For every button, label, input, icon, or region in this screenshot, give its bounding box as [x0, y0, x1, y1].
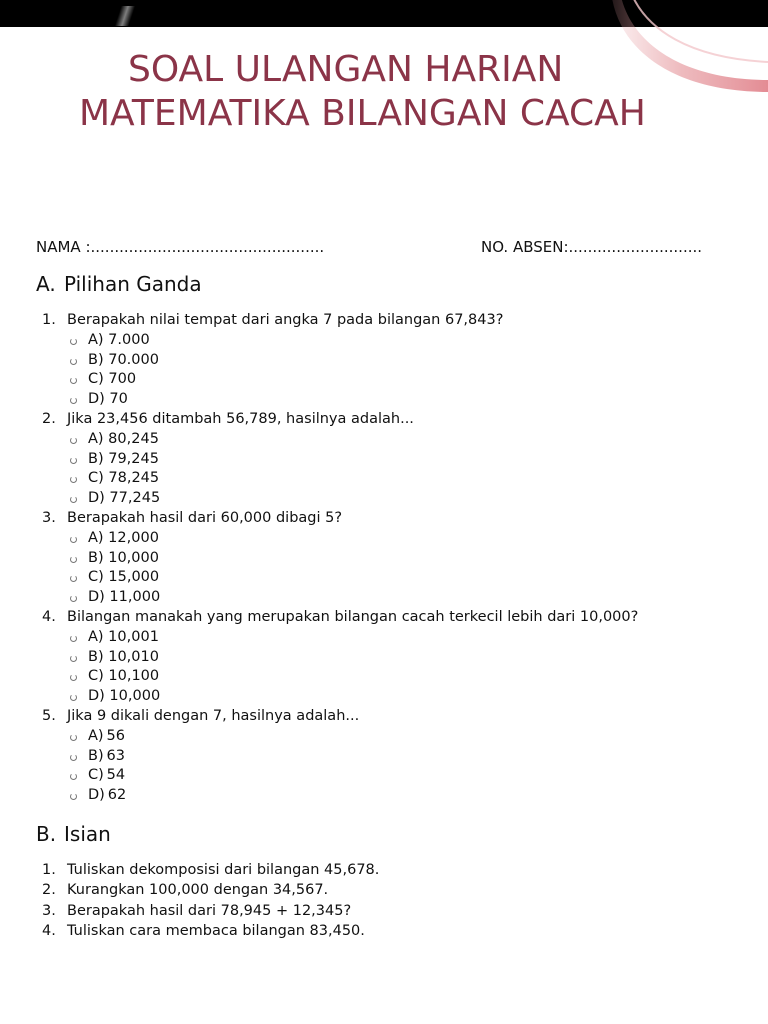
question-text: Tuliskan cara membaca bilangan 83,450.: [67, 922, 365, 939]
radio-circle-icon[interactable]: [70, 595, 77, 602]
question-number: 3.: [42, 902, 56, 919]
top-decorative-bar: [0, 0, 768, 27]
question-text: Kurangkan 100,000 dengan 34,567.: [67, 882, 329, 899]
radio-circle-icon[interactable]: [70, 655, 77, 662]
radio-circle-icon[interactable]: [70, 674, 77, 681]
radio-circle-icon[interactable]: [70, 338, 77, 345]
student-info-row: [36, 236, 736, 258]
radio-circle-icon[interactable]: [70, 556, 77, 563]
section-title: Pilihan Ganda: [64, 272, 202, 296]
page-title: [0, 48, 768, 136]
option-text: D) 70: [88, 391, 128, 408]
question-text: Berapakah hasil dari 78,945 + 12,345?: [67, 902, 352, 919]
section-heading-multiple-choice: [36, 271, 202, 297]
radio-circle-icon[interactable]: [70, 536, 77, 543]
question-text: Tuliskan dekomposisi dari bilangan 45,678.: [67, 862, 380, 878]
name-field: NAMA :.................................................: [36, 238, 325, 256]
option-text: B) 63: [88, 747, 125, 764]
question-text: Berapakah nilai tempat dari angka 7 pada bilangan 67,843?: [67, 312, 504, 328]
radio-circle-icon[interactable]: [70, 694, 77, 701]
question-number: 1.: [42, 312, 56, 328]
option-text: B) 79,245: [88, 450, 159, 467]
section-title: Isian: [64, 822, 111, 846]
option-text: A) 80,245: [88, 430, 159, 447]
absen-number-field: NO. ABSEN:............................: [481, 238, 703, 256]
question-number: 5.: [42, 707, 56, 724]
radio-circle-icon[interactable]: [70, 457, 77, 464]
option-text: B) 10,010: [88, 648, 159, 665]
radio-circle-icon[interactable]: [70, 496, 77, 503]
question-number: 2.: [42, 882, 56, 899]
option-text: B) 70.000: [88, 351, 159, 368]
option-text: D) 77,245: [88, 490, 161, 507]
question-number: 2.: [42, 410, 56, 427]
option-text: D) 10,000: [88, 688, 161, 705]
question-text: Jika 23,456 ditambah 56,789, hasilnya adalah...: [67, 410, 414, 427]
radio-circle-icon[interactable]: [70, 397, 77, 404]
radio-circle-icon[interactable]: [70, 734, 77, 741]
bar-light-streak: [115, 6, 135, 26]
radio-circle-icon[interactable]: [70, 437, 77, 444]
radio-circle-icon[interactable]: [70, 635, 77, 642]
option-text: D) 62: [88, 787, 127, 804]
option-text: C) 10,100: [88, 668, 160, 685]
option-text: D) 11,000: [88, 589, 161, 606]
question-number: 4.: [42, 922, 56, 939]
radio-circle-icon[interactable]: [70, 575, 77, 582]
option-text: A) 12,000: [88, 529, 159, 546]
title-line-1: SOAL ULANGAN HARIAN: [128, 49, 564, 90]
question-number: 1.: [42, 862, 56, 878]
question-number: 3.: [42, 509, 56, 526]
radio-circle-icon[interactable]: [70, 476, 77, 483]
section-heading-fill-in: [36, 821, 111, 847]
option-text: C) 700: [88, 371, 137, 388]
radio-circle-icon[interactable]: [70, 358, 77, 365]
question-text: Bilangan manakah yang merupakan bilangan cacah terkecil lebih dari 10,000?: [67, 608, 639, 625]
option-text: A) 56: [88, 727, 125, 744]
option-text: A) 7.000: [88, 331, 150, 348]
section-letter: A.: [36, 272, 56, 296]
question-text: Berapakah hasil dari 60,000 dibagi 5?: [67, 509, 343, 526]
question-text: Jika 9 dikali dengan 7, hasilnya adalah...: [67, 707, 360, 724]
option-text: B) 10,000: [88, 549, 159, 566]
option-text: A) 10,001: [88, 628, 159, 645]
section-letter: B.: [36, 822, 57, 846]
title-line-2: MATEMATIKA BILANGAN CACAH: [79, 93, 646, 134]
radio-circle-icon[interactable]: [70, 773, 77, 780]
option-text: C) 54: [88, 767, 126, 784]
question-number: 4.: [42, 608, 56, 625]
radio-circle-icon[interactable]: [70, 377, 77, 384]
radio-circle-icon[interactable]: [70, 754, 77, 761]
radio-circle-icon[interactable]: [70, 793, 77, 800]
option-text: C) 15,000: [88, 569, 160, 586]
option-text: C) 78,245: [88, 470, 160, 487]
